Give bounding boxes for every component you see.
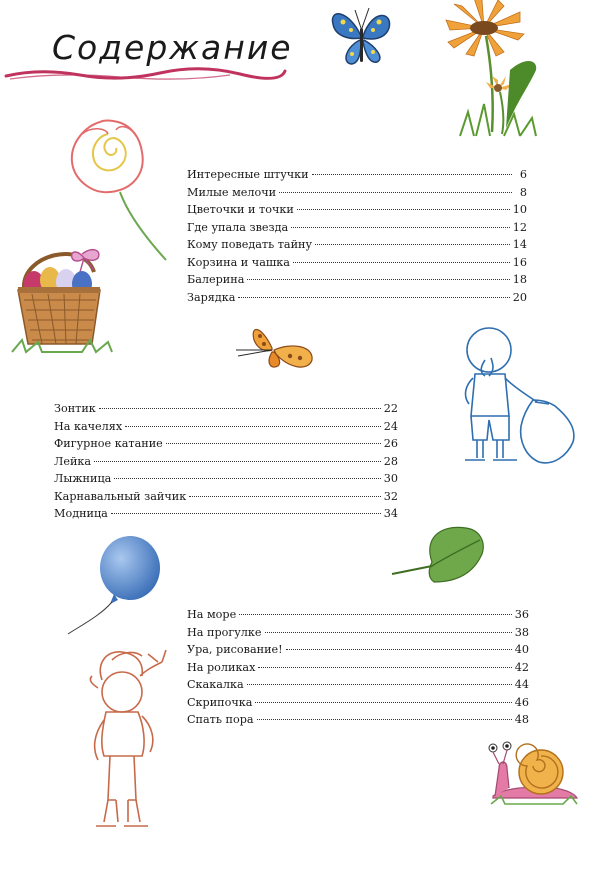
- toc-entry: [54, 453, 398, 471]
- green-leaf-icon: [388, 520, 488, 590]
- dot-leader: [166, 443, 381, 444]
- toc-entry-title: На роликах: [187, 660, 256, 674]
- egg-basket-icon: [8, 244, 118, 356]
- toc-section-3: [187, 606, 529, 729]
- orange-flower-icon: [440, 0, 550, 140]
- toc-entry: [187, 641, 529, 659]
- toc-entry-title: Интересные штучки: [187, 168, 309, 181]
- page-title: Содержание: [52, 28, 293, 67]
- toc-entry-page-number: 32: [383, 489, 398, 503]
- toc-entry-title: Зонтик: [54, 402, 96, 415]
- toc-entry: [187, 219, 527, 237]
- toc-entry-page-number: 20: [512, 290, 527, 304]
- dot-leader: [297, 209, 510, 210]
- boy-with-bag-sketch-icon: [455, 320, 585, 470]
- toc-entry-title: Лейка: [54, 454, 92, 468]
- toc-entry-page-number: 48: [514, 713, 529, 726]
- toc-entry-title: Лыжница: [54, 472, 112, 485]
- dot-leader: [99, 408, 381, 409]
- snail-icon: [485, 738, 585, 808]
- toc-entry: [187, 711, 529, 729]
- toc-entry-title: На качелях: [54, 419, 123, 433]
- orange-butterfly-icon: [232, 320, 320, 376]
- toc-entry-title: На море: [187, 608, 237, 621]
- toc-entry-page-number: 14: [512, 238, 527, 251]
- toc-entry-page-number: 38: [514, 625, 529, 639]
- toc-entry-page-number: 28: [383, 454, 398, 468]
- toc-entry-page-number: 22: [383, 402, 398, 415]
- dot-leader: [247, 684, 512, 685]
- toc-entry: [54, 488, 398, 506]
- dot-leader: [189, 496, 381, 497]
- toc-entry-page-number: 26: [383, 437, 398, 450]
- toc-entry: [187, 694, 529, 712]
- dot-leader: [125, 426, 381, 427]
- toc-entry: [54, 505, 398, 523]
- toc-entry-page-number: 18: [512, 273, 527, 286]
- toc-entry-title: Скакалка: [187, 678, 244, 691]
- dot-leader: [291, 227, 510, 228]
- toc-entry-page-number: 10: [512, 203, 527, 216]
- toc-entry: [187, 659, 529, 677]
- girl-sketch-icon: [82, 640, 182, 840]
- toc-entry-title: Скрипочка: [187, 695, 253, 709]
- toc-entry: [54, 470, 398, 488]
- toc-entry-title: Где упала звезда: [187, 220, 289, 234]
- toc-entry: [187, 236, 527, 254]
- dot-leader: [312, 174, 512, 175]
- toc-entry-page-number: 34: [383, 507, 398, 520]
- toc-entry-page-number: 40: [514, 643, 529, 656]
- dot-leader: [265, 632, 512, 633]
- toc-entry-page-number: 36: [514, 608, 529, 621]
- dot-leader: [293, 262, 510, 263]
- toc-entry-page-number: 44: [514, 678, 529, 691]
- toc-entry-title: Балерина: [187, 273, 245, 286]
- dot-leader: [257, 719, 512, 720]
- dot-leader: [94, 461, 381, 462]
- toc-entry-title: Спать пора: [187, 713, 254, 726]
- toc-section-2: [54, 400, 398, 523]
- toc-entry: [187, 254, 527, 272]
- toc-entry: [54, 418, 398, 436]
- toc-entry-page-number: 42: [514, 660, 529, 674]
- dot-leader: [315, 244, 510, 245]
- toc-entry: [187, 201, 527, 219]
- blue-balloon-icon: [60, 536, 170, 636]
- title-underline: [0, 62, 290, 84]
- toc-entry-title: На прогулке: [187, 625, 262, 639]
- toc-entry-page-number: 46: [514, 695, 529, 709]
- rose-sketch-icon: [62, 118, 172, 263]
- toc-entry-page-number: 12: [512, 220, 527, 234]
- toc-entry-page-number: 24: [383, 419, 398, 433]
- dot-leader: [255, 702, 511, 703]
- dot-leader: [238, 297, 509, 298]
- toc-entry-page-number: 8: [519, 185, 527, 199]
- toc-entry-title: Кому поведать тайну: [187, 238, 313, 251]
- toc-entry: [54, 435, 398, 453]
- toc-section-1: [187, 166, 527, 306]
- toc-entry-title: Зарядка: [187, 290, 236, 304]
- dot-leader: [114, 478, 380, 479]
- toc-entry-page-number: 30: [383, 472, 398, 485]
- dot-leader: [247, 279, 509, 280]
- toc-entry-page-number: 6: [519, 168, 527, 181]
- toc-entry-title: Ура, рисование!: [187, 643, 283, 656]
- toc-entry: [187, 289, 527, 307]
- toc-entry-title: Цветочки и точки: [187, 203, 294, 216]
- dot-leader: [258, 667, 511, 668]
- toc-entry: [187, 676, 529, 694]
- toc-entry-title: Модница: [54, 507, 108, 520]
- toc-entry: [187, 271, 527, 289]
- toc-entry: [54, 400, 398, 418]
- dot-leader: [279, 192, 512, 193]
- blue-butterfly-icon: [325, 0, 395, 72]
- dot-leader: [286, 649, 512, 650]
- toc-entry: [187, 166, 527, 184]
- toc-entry-title: Фигурное катание: [54, 437, 163, 450]
- toc-entry: [187, 184, 527, 202]
- toc-entry-page-number: 16: [512, 255, 527, 269]
- toc-entry: [187, 624, 529, 642]
- dot-leader: [239, 614, 512, 615]
- dot-leader: [111, 513, 381, 514]
- toc-entry-title: Милые мелочи: [187, 185, 277, 199]
- toc-entry-title: Карнавальный зайчик: [54, 489, 187, 503]
- toc-entry-title: Корзина и чашка: [187, 255, 290, 269]
- toc-entry: [187, 606, 529, 624]
